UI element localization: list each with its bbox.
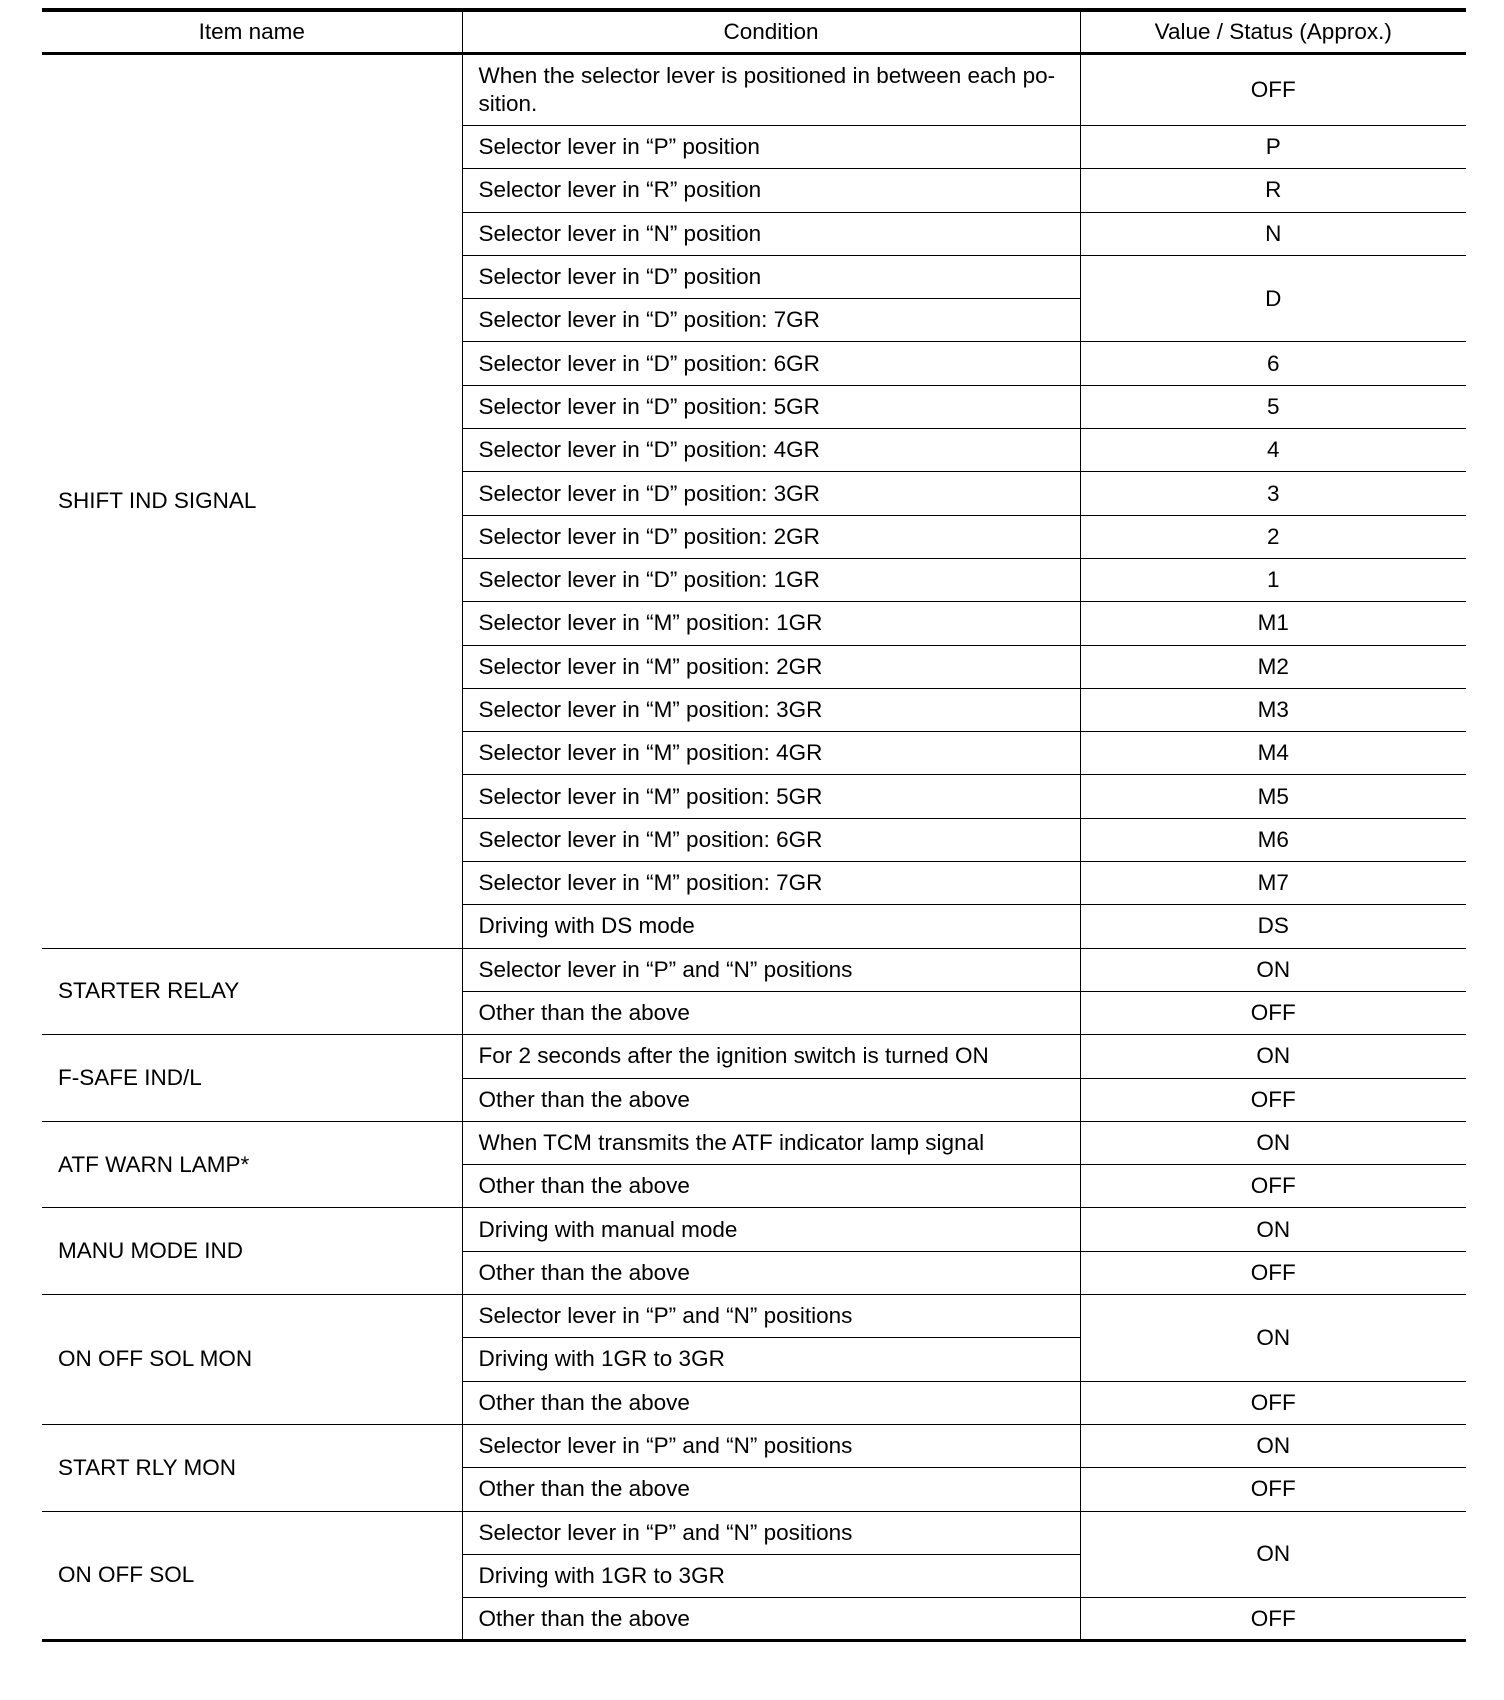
condition-cell: Selector lever in “P” and “N” positions [462, 1511, 1080, 1554]
value-cell: OFF [1080, 1381, 1466, 1424]
value-cell: M2 [1080, 645, 1466, 688]
condition-cell: Selector lever in “D” position: 2GR [462, 515, 1080, 558]
value-cell: 4 [1080, 429, 1466, 472]
value-cell: DS [1080, 905, 1466, 948]
header-row [42, 12, 1466, 54]
condition-cell: Driving with 1GR to 3GR [462, 1338, 1080, 1381]
value-cell: M7 [1080, 862, 1466, 905]
value-cell: ON [1080, 1035, 1466, 1078]
value-cell: OFF [1080, 1468, 1466, 1511]
value-cell: M1 [1080, 602, 1466, 645]
value-cell: 5 [1080, 385, 1466, 428]
condition-cell: When the selector lever is positioned in between each po-sition. [462, 54, 1080, 126]
value-cell: D [1080, 255, 1466, 342]
table-row [42, 1424, 1466, 1467]
table-row [42, 1121, 1466, 1164]
value-cell: M5 [1080, 775, 1466, 818]
condition-cell: Selector lever in “D” position: 1GR [462, 558, 1080, 601]
value-cell: OFF [1080, 1598, 1466, 1641]
condition-cell: Selector lever in “D” position: 3GR [462, 472, 1080, 515]
table-row [42, 948, 1466, 991]
value-cell: OFF [1080, 54, 1466, 126]
value-cell: M4 [1080, 732, 1466, 775]
condition-cell: Selector lever in “M” position: 3GR [462, 688, 1080, 731]
value-cell: ON [1080, 1121, 1466, 1164]
header-value-status: Value / Status (Approx.) [1080, 12, 1466, 54]
condition-cell: Other than the above [462, 991, 1080, 1034]
value-cell: 1 [1080, 558, 1466, 601]
condition-cell: Selector lever in “M” position: 4GR [462, 732, 1080, 775]
condition-cell: Selector lever in “P” and “N” positions [462, 1295, 1080, 1338]
value-cell: 6 [1080, 342, 1466, 385]
condition-cell: Selector lever in “P” and “N” positions [462, 948, 1080, 991]
table-row [42, 1208, 1466, 1251]
value-cell: ON [1080, 1424, 1466, 1467]
condition-cell: Selector lever in “P” and “N” positions [462, 1424, 1080, 1467]
value-cell: OFF [1080, 1251, 1466, 1294]
value-cell: N [1080, 212, 1466, 255]
value-cell: 3 [1080, 472, 1466, 515]
value-cell: ON [1080, 1295, 1466, 1382]
value-cell: OFF [1080, 1165, 1466, 1208]
value-cell: P [1080, 126, 1466, 169]
condition-cell: Driving with 1GR to 3GR [462, 1554, 1080, 1597]
item-name-cell: F-SAFE IND/L [42, 1035, 462, 1122]
item-name-cell: MANU MODE IND [42, 1208, 462, 1295]
value-cell: 2 [1080, 515, 1466, 558]
item-name-cell: ATF WARN LAMP* [42, 1121, 462, 1208]
item-name-cell: ON OFF SOL MON [42, 1295, 462, 1425]
value-cell: M3 [1080, 688, 1466, 731]
condition-cell: Selector lever in “R” position [462, 169, 1080, 212]
value-cell: OFF [1080, 991, 1466, 1034]
value-cell: OFF [1080, 1078, 1466, 1121]
table-row [42, 54, 1466, 126]
condition-cell: Selector lever in “D” position: 4GR [462, 429, 1080, 472]
condition-cell: Selector lever in “N” position [462, 212, 1080, 255]
condition-cell: Selector lever in “D” position: 5GR [462, 385, 1080, 428]
condition-cell: Other than the above [462, 1381, 1080, 1424]
condition-cell: Other than the above [462, 1078, 1080, 1121]
condition-cell: Other than the above [462, 1165, 1080, 1208]
condition-cell: Selector lever in “M” position: 7GR [462, 862, 1080, 905]
condition-cell: Selector lever in “D” position: 6GR [462, 342, 1080, 385]
value-cell: ON [1080, 1511, 1466, 1598]
table-row [42, 1295, 1466, 1338]
table-row [42, 1035, 1466, 1078]
condition-cell: For 2 seconds after the ignition switch is turned ON [462, 1035, 1080, 1078]
value-cell: R [1080, 169, 1466, 212]
condition-cell: Selector lever in “M” position: 1GR [462, 602, 1080, 645]
value-cell: ON [1080, 948, 1466, 991]
item-name-cell: STARTER RELAY [42, 948, 462, 1035]
condition-cell: Selector lever in “M” position: 2GR [462, 645, 1080, 688]
condition-cell: Other than the above [462, 1598, 1080, 1641]
condition-cell: Selector lever in “M” position: 5GR [462, 775, 1080, 818]
condition-cell: When TCM transmits the ATF indicator lamp signal [462, 1121, 1080, 1164]
condition-cell: Driving with DS mode [462, 905, 1080, 948]
condition-cell: Other than the above [462, 1251, 1080, 1294]
header-condition: Condition [462, 12, 1080, 54]
condition-cell: Driving with manual mode [462, 1208, 1080, 1251]
condition-cell: Selector lever in “D” position: 7GR [462, 299, 1080, 342]
header-item-name: Item name [42, 12, 462, 54]
value-cell: ON [1080, 1208, 1466, 1251]
item-name-cell: START RLY MON [42, 1424, 462, 1511]
data-monitor-table [42, 12, 1466, 1642]
item-name-cell: SHIFT IND SIGNAL [42, 54, 462, 949]
value-cell: M6 [1080, 818, 1466, 861]
item-name-cell: ON OFF SOL [42, 1511, 462, 1641]
table-row [42, 1511, 1466, 1554]
condition-cell: Other than the above [462, 1468, 1080, 1511]
condition-cell: Selector lever in “P” position [462, 126, 1080, 169]
condition-cell: Selector lever in “D” position [462, 255, 1080, 298]
condition-cell: Selector lever in “M” position: 6GR [462, 818, 1080, 861]
